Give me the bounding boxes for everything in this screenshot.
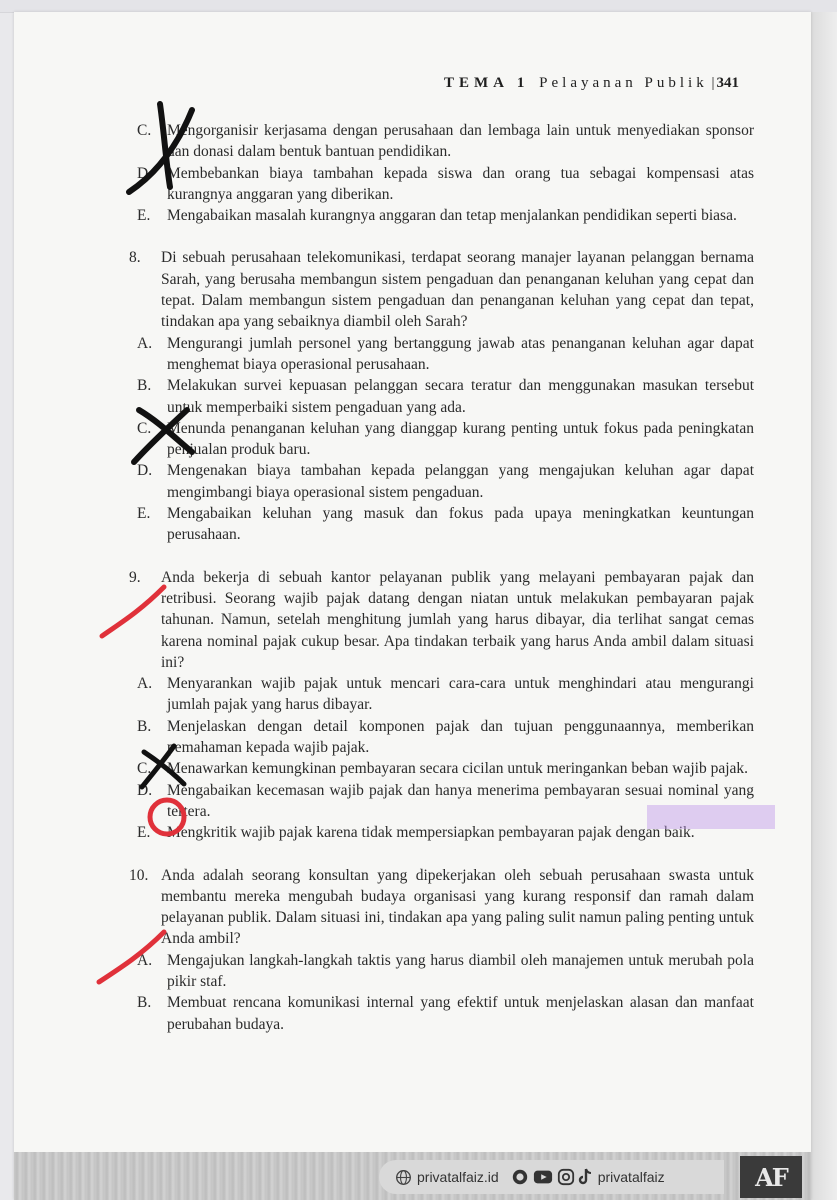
q9-option-a <box>129 673 754 716</box>
footer-social-handle[interactable]: privatalfaiz <box>597 1169 665 1185</box>
q9-option-c <box>129 758 754 779</box>
option-letter: E. <box>137 824 151 842</box>
option-letter: E. <box>137 505 151 523</box>
option-text: Mengorganisir kerjasama dengan perusahaan dan lembaga lain untuk menyediakan sponsor dan donasi dalam bentuk bantuan pendidikan. <box>167 122 754 161</box>
q8-option-c <box>129 418 754 461</box>
q7-option-c <box>129 120 754 163</box>
q10-option-b <box>129 992 754 1035</box>
option-letter: C. <box>137 122 152 139</box>
option-letter: C. <box>137 419 152 437</box>
tiktok-icon[interactable] <box>578 1168 592 1186</box>
option-text: Menunda penanganan keluhan yang dianggap kurang penting untuk fokus pada peningkatan penjualan produk baru. <box>167 419 754 459</box>
question-text: Di sebuah perusahaan telekomunikasi, terdapat seorang manajer layanan pelanggan bernama Sarah, yang berusaha membangun sistem pengaduan dan penanganan keluhan yang cepat dan tepat. Dalam membangun sistem pengaduan dan penanganan keluhan yang cepat dan tepat, tindakan apa yang sebaiknya diambil oleh Sarah? <box>161 249 754 331</box>
instagram-icon[interactable] <box>557 1168 575 1186</box>
option-letter: D. <box>137 164 153 182</box>
option-text: Menawarkan kemungkinan pembayaran secara cicilan untuk meringankan beban wajib pajak. <box>167 760 749 778</box>
question-9 <box>129 567 754 844</box>
q7-option-e <box>129 205 754 226</box>
option-letter: E. <box>137 207 151 225</box>
question-text: Anda adalah seorang konsultan yang dipekerjakan oleh sebuah perusahaan swasta untuk membantu mereka mengubah budaya organisasi yang kurang responsif dan ramah dalam pelayanan publik. Dalam situasi ini, tindakan apa yang paling sulit namun paling penting untuk Anda ambil? <box>161 866 754 948</box>
whatsapp-icon[interactable] <box>511 1168 529 1186</box>
option-letter: A. <box>137 675 153 693</box>
youtube-icon[interactable] <box>533 1169 553 1185</box>
brand-logo: AF <box>740 1156 802 1198</box>
question-number: 10. <box>129 866 149 884</box>
option-letter: C. <box>137 760 152 778</box>
page-header <box>444 75 739 92</box>
page-number: 341 <box>716 75 739 91</box>
option-letter: A. <box>137 334 153 352</box>
option-text: Mengabaikan kecemasan wajib pajak dan hanya menerima pembayaran sesuai nominal yang tertera. <box>167 781 754 820</box>
header-title: Pelayanan Publik <box>539 75 708 91</box>
option-text: Mengenakan biaya tambahan kepada pelanggan yang mengajukan keluhan agar dapat mengimbangi biaya operasional sistem pengaduan. <box>167 462 754 501</box>
option-letter: D. <box>137 781 153 799</box>
document-page <box>14 12 811 1200</box>
globe-icon <box>395 1169 412 1186</box>
question-8 <box>129 247 754 545</box>
option-letter: D. <box>137 462 153 480</box>
highlight-meringankan <box>647 805 775 829</box>
option-text: Membebankan biaya tambahan kepada siswa dan orang tua sebagai kompensasi atas kurangnya anggaran yang diberikan. <box>167 164 754 203</box>
footer-contact-bar <box>379 1160 724 1194</box>
question-stem <box>129 865 754 950</box>
question-10 <box>129 865 754 1035</box>
option-text: Mengajukan langkah-langkah taktis yang harus diambil oleh manajemen untuk merubah pola pikir staf. <box>167 951 754 990</box>
question-7-continued <box>129 120 754 226</box>
header-separator: | <box>711 75 715 91</box>
option-text: Mengabaikan masalah kurangnya anggaran dan tetap menjalankan pendidikan seperti biasa. <box>167 207 737 225</box>
option-text: Mengabaikan keluhan yang masuk dan fokus pada upaya meningkatkan keuntungan perusahaan. <box>167 505 754 544</box>
page-footer <box>14 1152 811 1200</box>
q8-option-a <box>129 333 754 376</box>
question-number: 8. <box>129 249 141 267</box>
option-letter: B. <box>137 377 152 395</box>
option-letter: B. <box>137 994 152 1012</box>
question-number: 9. <box>129 568 141 586</box>
option-text: Mengkritik wajib pajak karena tidak mempersiapkan pembayaran pajak dengan baik. <box>167 824 695 842</box>
q8-option-b <box>129 375 754 418</box>
question-stem <box>129 247 754 332</box>
q8-option-e <box>129 503 754 546</box>
q7-option-d <box>129 163 754 206</box>
option-letter: A. <box>137 951 153 969</box>
option-text: Melakukan survei kepuasan pelanggan secara teratur dan menggunakan masukan tersebut untuk memperbaiki sistem pengaduan yang ada. <box>167 377 754 416</box>
question-stem <box>129 567 754 673</box>
page-content <box>129 120 754 1035</box>
question-text: Anda bekerja di sebuah kantor pelayanan publik yang melayani pembayaran pajak dan retribusi. Seorang wajib pajak datang dengan niatan untuk melakukan pembayaran pajak tahunan. Namun, setelah menghitung jumlah yang harus dibayar, dia terlihat sangat cemas karena nominal pajak cukup besar. Apa tindakan terbaik yang harus Anda ambil dalam situasi ini? <box>161 568 754 671</box>
viewer-right-edge <box>811 12 837 1200</box>
option-text: Menyarankan wajib pajak untuk mencari cara-cara untuk menghindari atau mengurangi jumlah pajak yang harus dibayar. <box>167 675 754 714</box>
q10-option-a <box>129 950 754 993</box>
option-letter: B. <box>137 717 152 735</box>
option-text: Membuat rencana komunikasi internal yang efektif untuk menjelaskan alasan dan manfaat perubahan budaya. <box>167 994 754 1033</box>
footer-website[interactable]: privatalfaiz.id <box>417 1169 499 1185</box>
option-text: Mengurangi jumlah personel yang bertanggung jawab atas penanganan keluhan agar dapat menghemat biaya operasional perusahaan. <box>167 334 754 373</box>
q8-option-d <box>129 460 754 503</box>
option-text: Menjelaskan dengan detail komponen pajak dan tujuan penggunaannya, memberikan pemahaman kepada wajib pajak. <box>167 717 754 757</box>
header-tema: TEMA 1 <box>443 75 530 91</box>
q9-option-b <box>129 716 754 759</box>
